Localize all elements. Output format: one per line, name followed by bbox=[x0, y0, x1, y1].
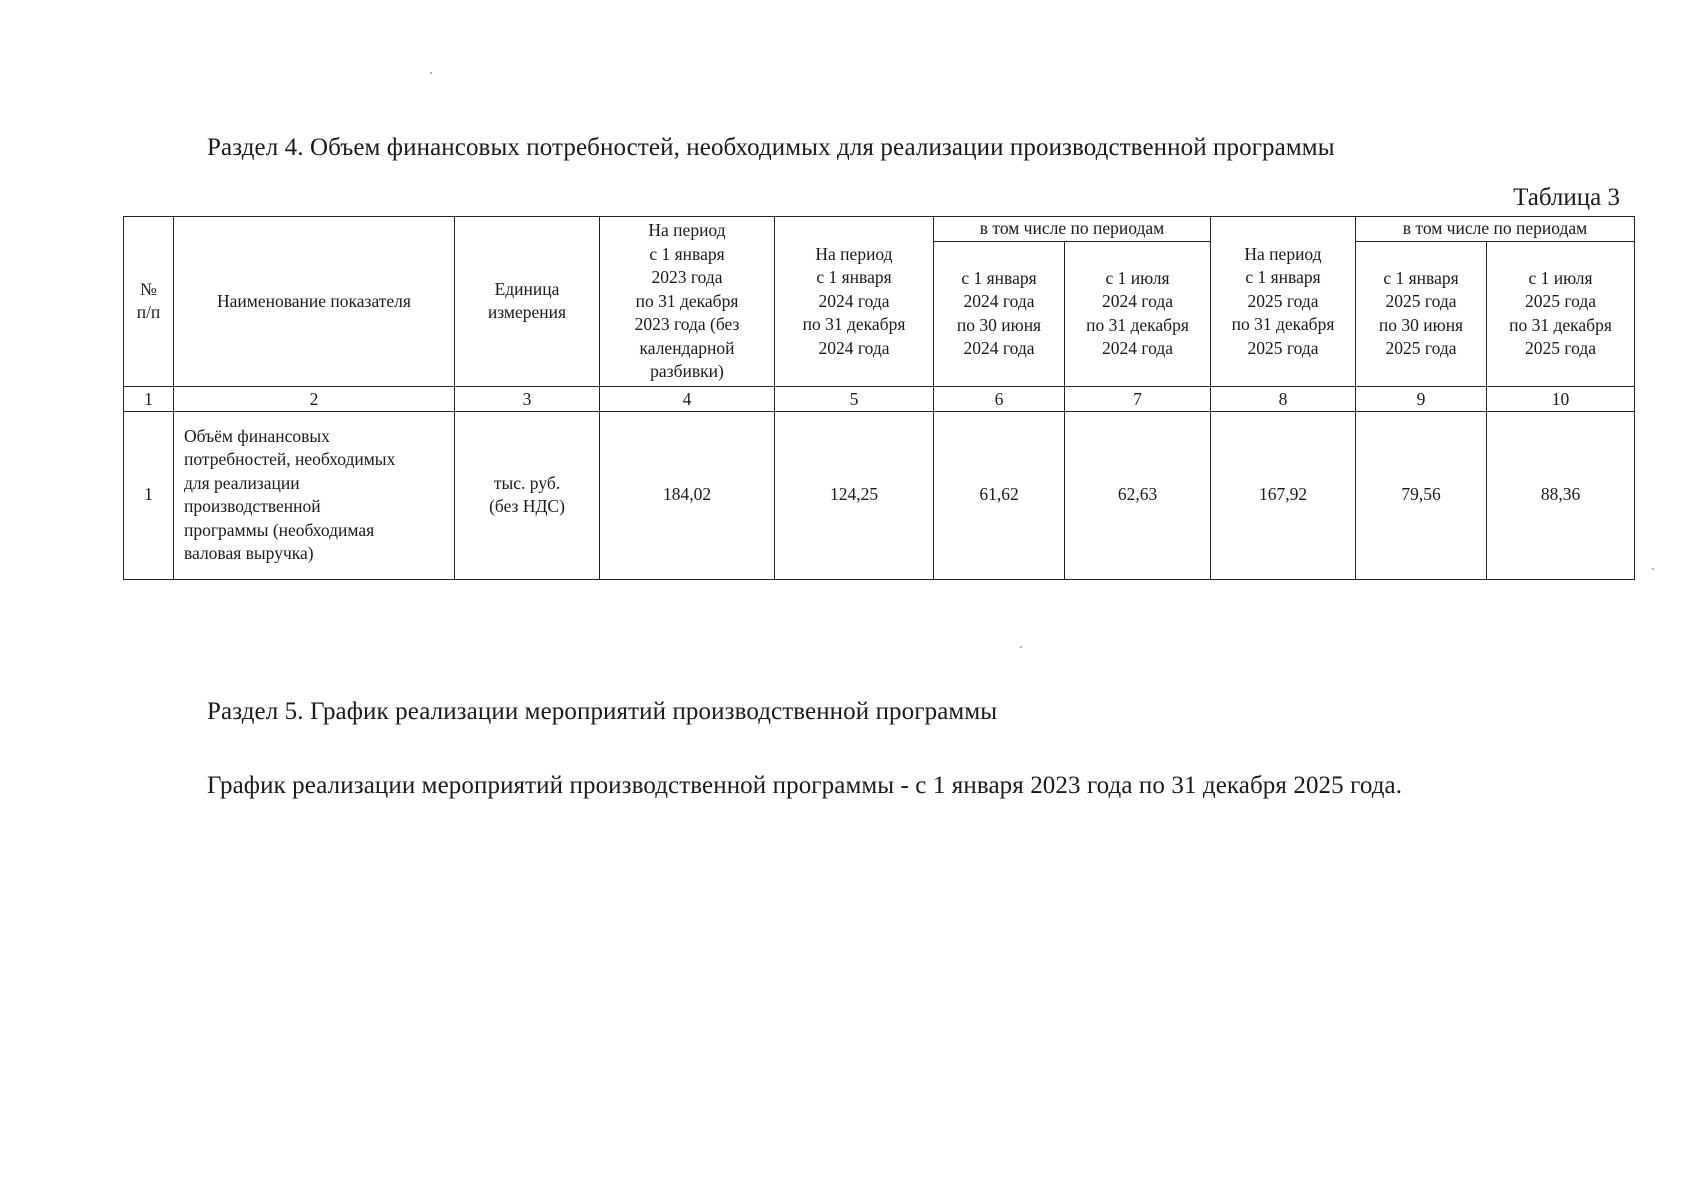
value-period-2023: 184,02 bbox=[600, 411, 775, 579]
column-number: 2 bbox=[174, 386, 455, 411]
column-number: 6 bbox=[934, 386, 1065, 411]
row-unit: тыс. руб. (без НДС) bbox=[455, 411, 600, 579]
value-h2-2024: 62,63 bbox=[1065, 411, 1211, 579]
value-h1-2024: 61,62 bbox=[934, 411, 1065, 579]
value-h2-2025: 88,36 bbox=[1487, 411, 1635, 579]
value-period-2024: 124,25 bbox=[775, 411, 934, 579]
column-number: 10 bbox=[1487, 386, 1635, 411]
value-h1-2025: 79,56 bbox=[1356, 411, 1487, 579]
scan-speck bbox=[1652, 568, 1654, 570]
scan-speck bbox=[430, 72, 432, 74]
value-period-2025: 167,92 bbox=[1211, 411, 1356, 579]
row-indicator-name: Объём финансовых потребностей, необходимых для реализации производственной программы (необходимая валовая выручка) bbox=[174, 411, 455, 579]
schedule-paragraph: График реализации мероприятий производственной программы - с 1 января 2023 года по 31 декабря 2025 года. bbox=[207, 772, 1403, 799]
table-row bbox=[124, 411, 1635, 579]
column-number: 5 bbox=[775, 386, 934, 411]
header-group-2024: в том числе по периодам bbox=[934, 217, 1211, 242]
header-period-2024: На период с 1 января 2024 года по 31 декабря 2024 года bbox=[775, 217, 934, 387]
section-4-title: Раздел 4. Объем финансовых потребностей, необходимых для реализации производственной программы bbox=[207, 134, 1335, 161]
table-caption: Таблица 3 bbox=[1513, 184, 1620, 211]
column-number: 3 bbox=[455, 386, 600, 411]
header-h2-2024: с 1 июля 2024 года по 31 декабря 2024 года bbox=[1065, 241, 1211, 386]
header-h1-2025: с 1 января 2025 года по 30 июня 2025 года bbox=[1356, 241, 1487, 386]
column-number: 1 bbox=[124, 386, 174, 411]
header-h1-2024: с 1 января 2024 года по 30 июня 2024 года bbox=[934, 241, 1065, 386]
row-num: 1 bbox=[124, 411, 174, 579]
section-5-title: Раздел 5. График реализации мероприятий производственной программы bbox=[207, 698, 998, 725]
column-number: 8 bbox=[1211, 386, 1356, 411]
header-h2-2025: с 1 июля 2025 года по 31 декабря 2025 года bbox=[1487, 241, 1635, 386]
scan-speck bbox=[1020, 646, 1022, 648]
header-period-2023: На период с 1 января 2023 года по 31 декабря 2023 года (без календарной разбивки) bbox=[600, 217, 775, 387]
column-number: 4 bbox=[600, 386, 775, 411]
column-number: 9 bbox=[1356, 386, 1487, 411]
header-period-2025: На период с 1 января 2025 года по 31 декабря 2025 года bbox=[1211, 217, 1356, 387]
column-number: 7 bbox=[1065, 386, 1211, 411]
header-group-2025: в том числе по периодам bbox=[1356, 217, 1635, 242]
header-num: № п/п bbox=[124, 217, 174, 387]
financial-needs-table bbox=[123, 216, 1635, 580]
header-unit: Единица измерения bbox=[455, 217, 600, 387]
header-name: Наименование показателя bbox=[174, 217, 455, 387]
column-number-row bbox=[124, 386, 1635, 411]
